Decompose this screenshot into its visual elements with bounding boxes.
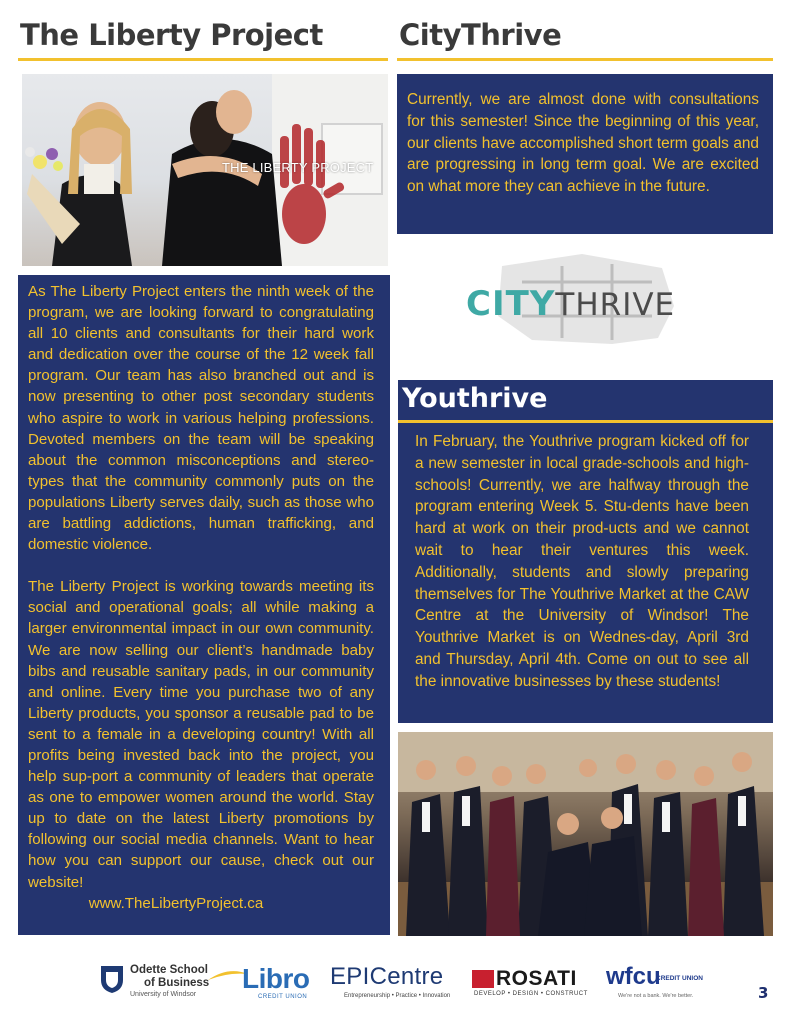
citythrive-logo-thrive: THRIVE — [555, 287, 676, 323]
citythrive-text: Currently, we are almost done with consultations for this semester! Since the beginning of this year, our clients have accomplished short term goals and are progressing in long term goal. We are excited on what more they can achieve in the future. — [407, 91, 759, 196]
rosati-logo-sub: DEVELOP • DESIGN • CONSTRUCT — [474, 991, 588, 997]
epicentre-logo: EPICentre — [330, 963, 444, 990]
rosati-mark-icon — [472, 970, 494, 988]
citythrive-logo-city: CITY — [466, 284, 556, 324]
citythrive-wordmark — [466, 284, 675, 324]
liberty-paragraph-2: The Liberty Project is working towards meeting its social and operational goals; all while making a larger environmental impact in our own community. We are now selling our client’s handmade baby bibs and reusable sanitary pads, in our community and online. Every time you purchase two of any Liberty products, you sponsor a reusable pad to be sent to a female in a developing country! With all profits being invested back into the project, you help sup-port a community of leaders that operate as one to empower women around the world. Stay up to date on the latest Liberty promotions by following our social media channels. Want to hear how you can support our cause, check out our website! — [28, 578, 374, 891]
citythrive-heading-rule — [397, 58, 773, 61]
wfcu-logo: wfcu — [606, 963, 661, 990]
epicentre-logo-sub: Entrepreneurship • Practice • Innovation — [344, 993, 451, 999]
youthrive-panel — [398, 380, 773, 723]
libro-logo: Libro — [242, 963, 310, 994]
libro-logo-sub: CREDIT UNION — [258, 994, 308, 1000]
liberty-photo-watermark: THE LIBERTY PROJECT — [222, 160, 374, 175]
liberty-event-photo — [22, 74, 388, 266]
liberty-website-link[interactable]: www.TheLibertyProject.ca — [88, 894, 264, 912]
liberty-paragraph-1: As The Liberty Project enters the ninth week of the program, we are looking forward to congratulating all 10 clients and consultants for their hard work and dedication over the course of the 12 week fall program. Our team has also branched out and is now presenting to other post secondary students who aspire to work in various helping professions. Devoted members on the team will be speaking about the common misconceptions and stereo-types that the community commonly puts on the populations Liberty serves daily, such as those who are battling addictions, human trafficking, and domestic violence. — [28, 283, 374, 554]
youthrive-title-rule — [398, 420, 773, 423]
youthrive-title: Youthrive — [402, 383, 548, 414]
youthrive-group-photo — [398, 732, 773, 936]
wfcu-logo-sub: CREDIT UNION — [656, 975, 703, 982]
youthrive-text: In February, the Youthrive program kicked off for a new semester in local grade-schools and high-schools! Currently, we are halfway through the program entering Week 5. Stu-dents have been hard at work on their prod-ucts and we cannot wait to hear their ventures this week. Additionally, students and slowly preparing themselves for The Youthrive Market at the CAW Centre at the University of Windsor! The Youthrive Market is on Wednes-day, April 3rd and Thursday, April 4th. Come on out to see all the innovative businesses by these students! — [415, 433, 749, 690]
sponsor-footer — [0, 960, 790, 1010]
group-photo-illustration — [398, 732, 773, 936]
odette-logo-line2: of Business — [144, 977, 210, 989]
odette-crest-icon — [99, 964, 125, 994]
odette-logo-line1: Odette School — [130, 964, 208, 976]
citythrive-logo — [462, 246, 697, 346]
wfcu-tagline: We're not a bank. We're better. — [618, 993, 694, 999]
liberty-heading-rule — [18, 58, 388, 61]
citythrive-panel — [397, 74, 773, 234]
liberty-heading: The Liberty Project — [20, 18, 323, 52]
page-number: 3 — [758, 984, 769, 1002]
liberty-panel — [18, 275, 390, 935]
odette-logo-line3: University of Windsor — [130, 991, 197, 998]
rosati-logo: ROSATI — [496, 967, 577, 990]
citythrive-heading: CityThrive — [399, 18, 562, 52]
